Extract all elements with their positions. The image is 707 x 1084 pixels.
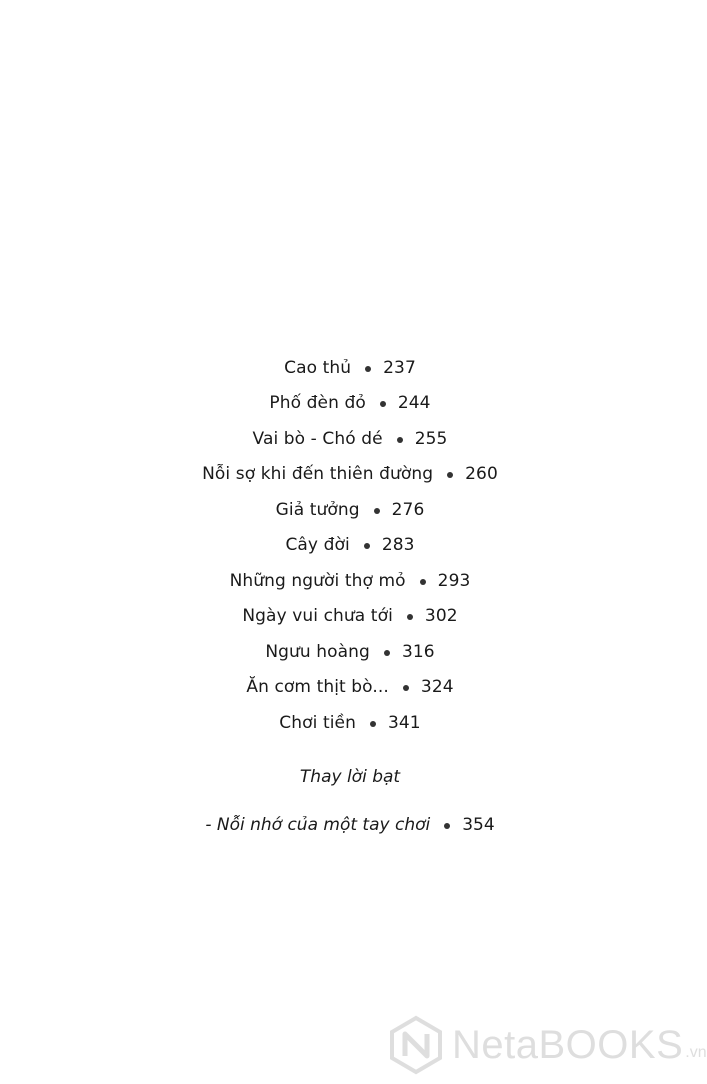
toc-entry-page: 237 [383, 357, 416, 378]
toc-entry-title: Giả tưởng [275, 499, 360, 520]
bullet-icon [397, 437, 403, 443]
toc-entry-title: Cao thủ [284, 357, 352, 378]
bullet-icon [447, 472, 453, 478]
toc-entry-title: Ăn cơm thịt bò... [246, 677, 389, 698]
toc-entry-title: Ngày vui chưa tới [242, 606, 393, 627]
afterword-title: - Nỗi nhớ của một tay chơi [205, 815, 431, 835]
watermark-suffix: .vn [685, 1044, 707, 1061]
toc-entry-title: Chơi tiền [279, 712, 356, 733]
toc-entry-title: Ngưu hoàng [265, 641, 370, 662]
toc-entry-title: Nỗi sợ khi đến thiên đường [202, 464, 434, 485]
bullet-icon [420, 579, 426, 585]
toc-entry-title: Phố đèn đỏ [269, 393, 366, 414]
toc-entry-page: 255 [414, 428, 448, 449]
toc-entry-page: 276 [391, 499, 425, 520]
toc-entry[interactable] [0, 705, 700, 741]
toc-entry[interactable] [0, 563, 700, 599]
afterword-page: 354 [462, 815, 495, 835]
bullet-icon [365, 366, 371, 372]
bullet-icon [364, 543, 370, 549]
toc-entry-title: Vai bò - Chó dé [252, 428, 383, 449]
toc-entry-page: 324 [420, 677, 454, 698]
toc-entry[interactable] [0, 634, 700, 670]
toc-entry[interactable] [0, 421, 700, 457]
toc-entry-title: Cây đời [285, 535, 350, 556]
toc-entry[interactable] [0, 457, 700, 493]
bullet-icon [444, 823, 450, 829]
afterword-section [0, 762, 700, 842]
table-of-contents [0, 350, 700, 741]
toc-entry-page: 244 [397, 393, 431, 414]
toc-entry[interactable] [0, 492, 700, 528]
bullet-icon [407, 614, 413, 620]
toc-entry-title: Những người thợ mỏ [229, 570, 406, 591]
afterword-heading: Thay lời bạt [299, 767, 401, 787]
toc-entry[interactable] [0, 528, 700, 564]
toc-entry[interactable] [0, 670, 700, 706]
toc-entry-page: 283 [381, 535, 415, 556]
watermark-brand: NetaBOOKS [452, 1022, 684, 1067]
toc-entry-page: 293 [437, 570, 471, 591]
afterword-entry[interactable] [0, 808, 700, 842]
bullet-icon [374, 508, 380, 514]
bullet-icon [380, 401, 386, 407]
toc-entry-page: 341 [387, 712, 421, 733]
toc-entry-page: 302 [424, 606, 458, 627]
netabooks-logo-icon [386, 1015, 446, 1075]
bullet-icon [370, 721, 376, 727]
toc-entry[interactable] [0, 350, 700, 386]
toc-entry[interactable] [0, 386, 700, 422]
toc-entry[interactable] [0, 599, 700, 635]
toc-entry-page: 260 [465, 464, 498, 485]
watermark [386, 1015, 707, 1075]
bullet-icon [384, 650, 390, 656]
toc-entry-page: 316 [401, 641, 435, 662]
bullet-icon [403, 685, 409, 691]
